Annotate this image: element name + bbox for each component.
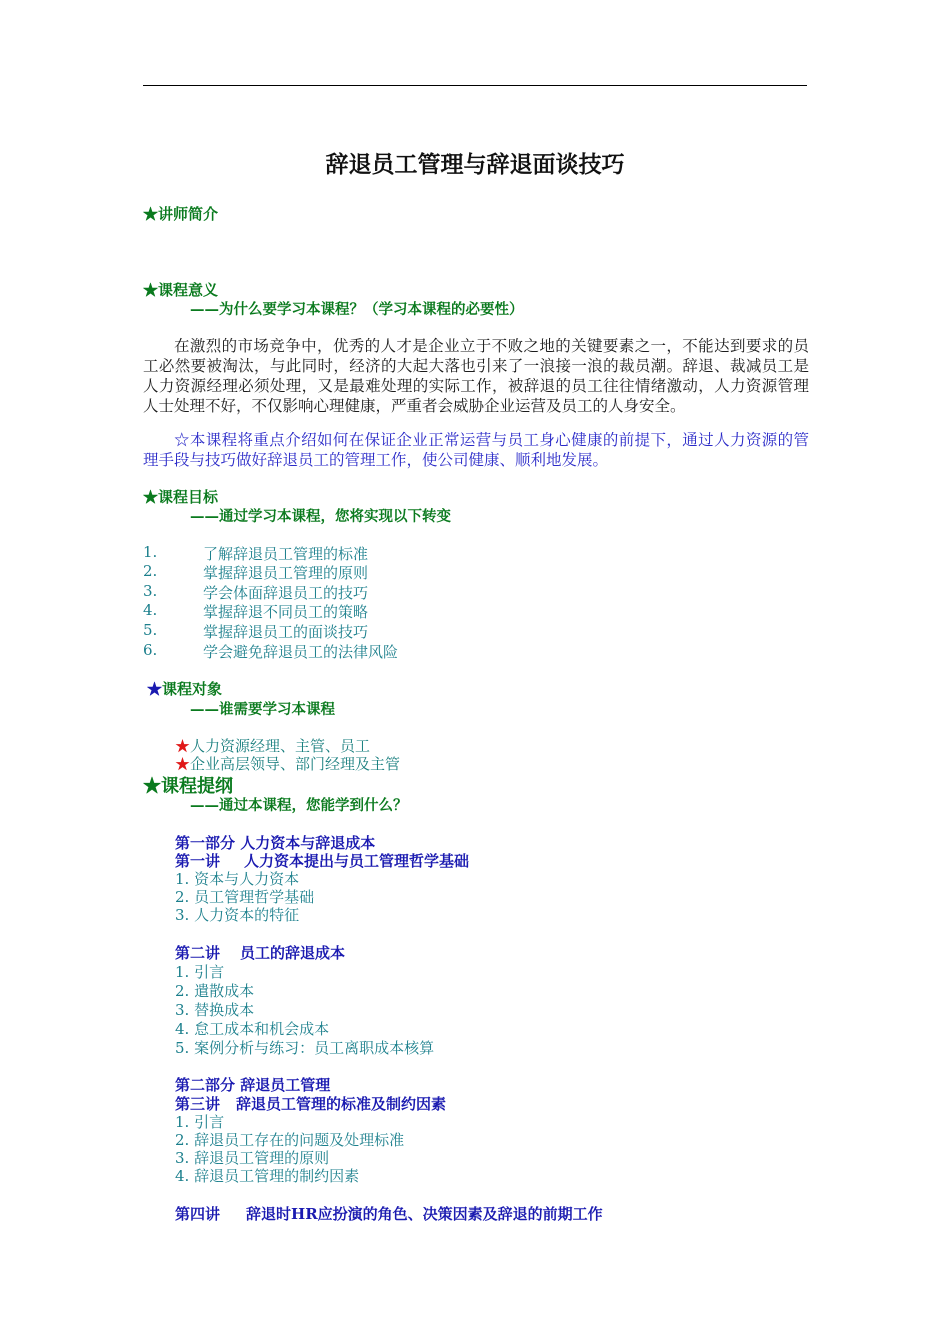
outline-item: 1. 引言: [175, 1113, 225, 1131]
goal-item: [143, 641, 543, 661]
part-two-title: 第二部分 辞退员工管理: [175, 1076, 331, 1094]
outline-item: 3. 辞退员工管理的原则: [175, 1149, 330, 1167]
lecture-title: 辞退时HR应扮演的角色、决策因素及辞退的前期工作: [246, 1205, 603, 1223]
section-instructor-heading: ★讲师简介: [143, 205, 219, 223]
outline-item: 2. 遣散成本: [175, 982, 255, 1000]
part-one-title: 第一部分 人力资本与辞退成本: [175, 834, 376, 852]
goal-text: 掌握辞退不同员工的策略: [203, 603, 369, 621]
red-star-icon: ★: [175, 737, 191, 755]
star-icon: ★: [147, 680, 163, 698]
red-star-icon: ★: [175, 755, 191, 773]
outline-item: 4. 怠工成本和机会成本: [175, 1020, 330, 1038]
goal-number: 2.: [143, 562, 158, 580]
goal-number: 5.: [143, 621, 158, 639]
goal-number: 3.: [143, 582, 158, 600]
lecture-label: 第四讲: [175, 1205, 221, 1223]
goal-number: 1.: [143, 543, 158, 561]
outline-item: 3. 替换成本: [175, 1001, 255, 1019]
audience-text: 人力资源经理、主管、员工: [190, 737, 371, 755]
document-title: 辞退员工管理与辞退面谈技巧: [325, 151, 625, 178]
goal-number: 4.: [143, 601, 158, 619]
goal-text: 掌握辞退员工管理的原则: [203, 564, 369, 582]
goal-item: [143, 601, 543, 621]
significance-highlight-paragraph: ☆本课程将重点介绍如何在保证企业正常运营与员工身心健康的前提下，通过人力资源的管理手段与技巧做好辞退员工的管理工作，使公司健康、顺利地发展。: [143, 431, 809, 469]
lecture-title: 员工的辞退成本: [240, 944, 346, 962]
section-significance-subtitle: ——为什么要学习本课程？（学习本课程的必要性）: [190, 301, 524, 318]
lecture-title: 人力资本提出与员工管理哲学基础: [244, 852, 470, 870]
goal-text: 学会避免辞退员工的法律风险: [203, 643, 399, 661]
outline-item: 1. 资本与人力资本: [175, 870, 300, 888]
section-audience-heading: [147, 678, 222, 699]
audience-text: 企业高层领导、部门经理及主管: [190, 755, 401, 773]
section-goals-heading: ★课程目标: [143, 488, 219, 506]
audience-item: [175, 753, 400, 774]
goal-item: [143, 543, 543, 563]
section-significance-heading: ★课程意义: [143, 281, 219, 299]
lecture-label: 第一讲: [175, 852, 221, 870]
lecture-label: 第三讲: [175, 1095, 221, 1113]
section-outline-subtitle: ——通过本课程，您能学到什么？: [190, 797, 408, 814]
header-rule: [143, 85, 807, 86]
lecture-label: 第二讲: [175, 944, 221, 962]
lecture-four-heading: [175, 1203, 603, 1224]
goal-text: 学会体面辞退员工的技巧: [203, 584, 369, 602]
section-goals-subtitle: ——通过学习本课程，您将实现以下转变: [190, 508, 451, 525]
outline-item: 3. 人力资本的特征: [175, 906, 300, 924]
goal-text: 了解辞退员工管理的标准: [203, 545, 369, 563]
audience-heading-text: 课程对象: [162, 680, 223, 698]
lecture-title: 辞退员工管理的标准及制约因素: [236, 1095, 447, 1113]
goal-item: [143, 582, 543, 602]
outline-item: 2. 辞退员工存在的问题及处理标准: [175, 1131, 405, 1149]
goal-number: 6.: [143, 641, 158, 659]
section-audience-subtitle: ——谁需要学习本课程: [190, 701, 335, 718]
outline-item: 5. 案例分析与练习：员工离职成本核算: [175, 1039, 435, 1057]
goal-text: 掌握辞退员工的面谈技巧: [203, 623, 369, 641]
goal-item: [143, 621, 543, 641]
section-outline-heading: ★课程提纲: [143, 776, 233, 797]
outline-item: 4. 辞退员工管理的制约因素: [175, 1167, 360, 1185]
significance-paragraph: 在激烈的市场竞争中，优秀的人才是企业立于不败之地的关键要素之一，不能达到要求的员工必然要被淘汰，与此同时，经济的大起大落也引来了一浪接一浪的裁员潮。辞退、裁减员工是人力资源经理必须处理，又是最难处理的实际工作，被辞退的员工往往情绪激动，人力资源管理人士处理不好，不仅影响心理健康，严重者会威胁企业运营及员工的人身安全。: [143, 337, 809, 415]
outline-item: 1. 引言: [175, 963, 225, 981]
outline-item: 2. 员工管理哲学基础: [175, 888, 315, 906]
lecture-two-heading: [175, 942, 345, 963]
goal-item: [143, 562, 543, 582]
